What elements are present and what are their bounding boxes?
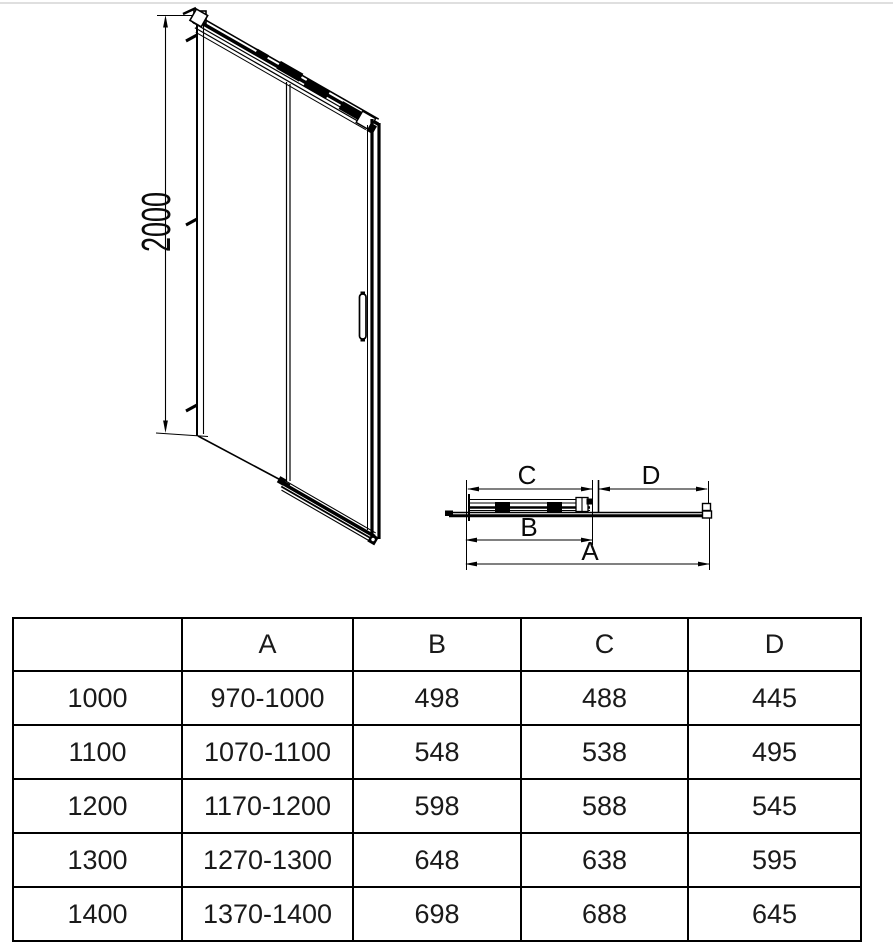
cell-size: 1100 bbox=[13, 725, 182, 779]
wall-bracket-plan bbox=[703, 504, 711, 511]
cell-c: 638 bbox=[521, 833, 688, 887]
cell-a: 1270-1300 bbox=[182, 833, 353, 887]
cell-a: 1370-1400 bbox=[182, 887, 353, 941]
cell-d: 545 bbox=[688, 779, 861, 833]
top-rail bbox=[186, 9, 383, 134]
cell-c: 688 bbox=[521, 887, 688, 941]
cell-a: 1170-1200 bbox=[182, 779, 353, 833]
header-size bbox=[13, 618, 182, 671]
cell-c: 538 bbox=[521, 725, 688, 779]
dim-label-c: C bbox=[517, 460, 537, 490]
cell-size: 1400 bbox=[13, 887, 182, 941]
panel-divider bbox=[287, 82, 291, 482]
cell-c: 488 bbox=[521, 671, 688, 725]
cell-b: 498 bbox=[353, 671, 521, 725]
cell-b: 648 bbox=[353, 833, 521, 887]
height-dimension-label: 2000 bbox=[134, 191, 180, 252]
cell-d: 595 bbox=[688, 833, 861, 887]
dim-a bbox=[465, 536, 710, 566]
left-wall-profile bbox=[183, 8, 206, 436]
plan-view-drawing bbox=[445, 460, 712, 570]
cell-d: 495 bbox=[688, 725, 861, 779]
roller-clamp bbox=[495, 502, 510, 512]
roller-clamp bbox=[547, 502, 562, 512]
header-d: D bbox=[688, 618, 861, 671]
dim-label-d: D bbox=[641, 460, 661, 490]
fixed-panel-left-end bbox=[445, 511, 453, 517]
cell-a: 970-1000 bbox=[182, 671, 353, 725]
fixed-panel-right-cap bbox=[703, 511, 712, 518]
right-stile bbox=[368, 119, 380, 539]
dim-arrow-right bbox=[698, 562, 710, 567]
wall-bracket-icon bbox=[186, 405, 197, 411]
header-c: C bbox=[521, 618, 688, 671]
dim-label-a: A bbox=[581, 536, 599, 566]
table-header-row bbox=[13, 618, 861, 671]
wall-bracket-icon bbox=[186, 35, 197, 41]
dim-arrow-right bbox=[581, 487, 593, 492]
cell-b: 548 bbox=[353, 725, 521, 779]
cell-b: 698 bbox=[353, 887, 521, 941]
dim-c bbox=[467, 460, 593, 491]
dim-arrow-right bbox=[696, 487, 708, 492]
front-view-drawing bbox=[135, 8, 383, 545]
door-handle bbox=[360, 292, 367, 342]
table-row bbox=[13, 779, 861, 833]
table-row bbox=[13, 833, 861, 887]
table-row bbox=[13, 671, 861, 725]
cell-d: 645 bbox=[688, 887, 861, 941]
cell-size: 1300 bbox=[13, 833, 182, 887]
header-b: B bbox=[353, 618, 521, 671]
cell-a: 1070-1100 bbox=[182, 725, 353, 779]
dim-label-b: B bbox=[520, 512, 538, 542]
cell-d: 445 bbox=[688, 671, 861, 725]
cell-size: 1200 bbox=[13, 779, 182, 833]
header-a: A bbox=[182, 618, 353, 671]
cell-b: 598 bbox=[353, 779, 521, 833]
panel-bottom-edge bbox=[198, 436, 290, 485]
wall-bracket-icon bbox=[186, 219, 197, 225]
dim-d bbox=[598, 460, 708, 491]
dim-arrow-left bbox=[467, 487, 479, 492]
dim-arrow-down bbox=[163, 421, 168, 434]
table-row bbox=[13, 887, 861, 941]
cell-size: 1000 bbox=[13, 671, 182, 725]
cell-c: 588 bbox=[521, 779, 688, 833]
table-row bbox=[13, 725, 861, 779]
size-spec-table bbox=[12, 617, 862, 942]
dim-arrow-up bbox=[163, 15, 168, 28]
dim-arrow-left bbox=[598, 487, 610, 492]
bottom-rail bbox=[274, 476, 381, 545]
end-guide-clip bbox=[587, 499, 593, 505]
